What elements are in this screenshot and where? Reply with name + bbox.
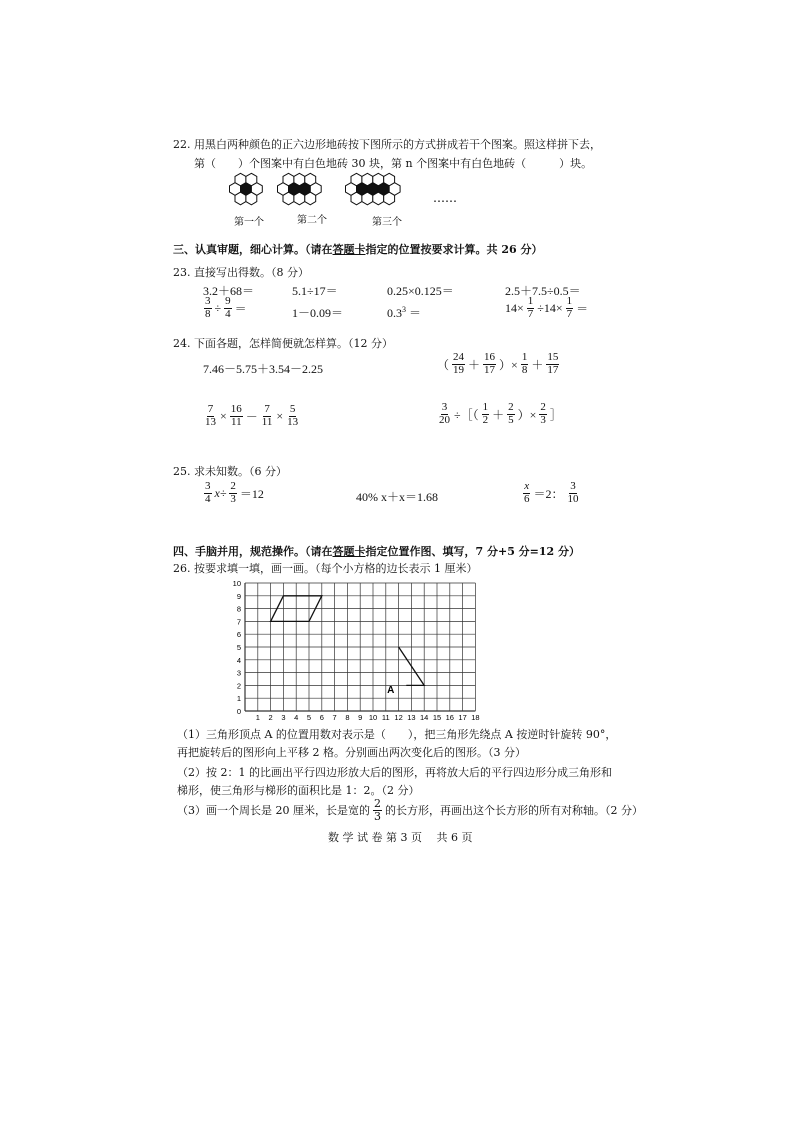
y-tick-label: 6: [236, 630, 241, 640]
q24-expr-1: 7.46－5.75＋3.54－2.25: [203, 362, 324, 376]
section3-title: 三、认真审题，细心计算。（请在答题卡指定的位置按要求计算。共 26 分）: [173, 243, 543, 256]
x-tick-label: 10: [368, 713, 378, 722]
q25-eq-1: $\frac{3}{4}$ x÷ $\frac{2}{3}$ ＝12: [205, 480, 264, 505]
y-axis-ticks: [233, 579, 241, 716]
white-hexagon-tile: [310, 183, 321, 196]
q26-part2-line2: 梯形，使三角形与梯形的面积比是 1：2。（2 分）: [177, 784, 420, 797]
q24-title: 24. 下面各题，怎样简便就怎样算。（12 分）: [173, 337, 393, 350]
point-a-label: A: [387, 685, 395, 697]
x-tick-label: 9: [358, 713, 363, 722]
hexagon-tiles: [230, 173, 401, 205]
q23-item-4: 2.5＋7.5÷0.5＝: [505, 284, 581, 298]
q25-eq-3: $\frac{x}{6}$ ＝2： $\frac{3}{10}$: [524, 480, 579, 505]
q23-item-7: $0.3^3$ ＝: [387, 305, 422, 320]
x-axis-ticks: [256, 713, 480, 722]
section4-title: 四、手脑并用，规范操作。（请在答题卡指定位置作图、填写，7 分+5 分=12 分）: [173, 545, 581, 558]
black-hexagon-tile: [299, 183, 310, 196]
q25-title: 25. 求未知数。（6 分）: [173, 465, 287, 478]
y-tick-label: 4: [236, 655, 241, 665]
x-tick-label: 8: [345, 713, 350, 722]
x-tick-label: 14: [420, 713, 429, 722]
white-hexagon-tile: [389, 183, 400, 196]
fig-label-2: 第二个: [297, 215, 327, 226]
fig-label-3: 第三个: [372, 217, 402, 228]
fig-label-1: 第一个: [234, 217, 264, 228]
q23-item-1: 3.2＋68＝: [203, 284, 255, 298]
x-tick-label: 15: [432, 713, 442, 722]
q26-part2-line1: （2）按 2：1 的比画出平行四边形放大后的图形，再将放大后的平行四边形分成三角形和: [177, 766, 612, 779]
q26-title: 26. 按要求填一填，画一画。（每个小方格的边长表示 1 厘米）: [173, 562, 478, 575]
black-hexagon-tile: [357, 183, 368, 196]
ellipsis: ……: [433, 191, 457, 205]
x-tick-label: 5: [306, 713, 312, 722]
x-tick-label: 11: [381, 713, 390, 722]
q23-title: 23. 直接写出得数。（8 分）: [173, 266, 309, 279]
q26-part1-line2: 再把旋转后的图形向上平移 2 格。分别画出两次变化后的图形。（3 分）: [177, 746, 526, 759]
black-hexagon-tile: [378, 183, 389, 196]
q23-item-6: 1－0.09＝: [292, 306, 344, 320]
x-tick-label: 12: [394, 713, 403, 722]
q26-part3: （3）画一个周长是 20 厘米，长是宽的 $\frac{2}{3}$ 的长方形，再画出这个长方形的所有对称轴。（2 分）: [177, 797, 643, 823]
y-tick-label: 0: [236, 707, 241, 716]
x-tick-label: 3: [281, 713, 286, 722]
hexagon-patterns-figure: [225, 172, 475, 232]
y-tick-label: 3: [236, 668, 241, 678]
y-tick-label: 9: [236, 591, 241, 601]
y-tick-label: 1: [236, 694, 241, 704]
y-tick-label: 7: [236, 617, 241, 627]
x-tick-label: 2: [268, 713, 273, 722]
q23-item-8: 14× $\frac{1}{7}$ ÷14× $\frac{1}{7}$ ＝: [505, 295, 589, 320]
black-hexagon-tile: [241, 183, 252, 196]
x-tick-label: 18: [471, 713, 480, 722]
y-tick-label: 10: [232, 579, 241, 588]
y-tick-label: 8: [236, 604, 241, 614]
x-tick-label: 16: [445, 713, 454, 722]
x-tick-label: 6: [319, 713, 324, 722]
x-tick-label: 4: [294, 713, 299, 722]
y-tick-label: 5: [236, 643, 241, 652]
black-hexagon-tile: [289, 183, 300, 196]
white-hexagon-tile: [251, 183, 262, 196]
y-tick-label: 2: [236, 681, 241, 691]
q24-expr-2: （ $\frac{24}{19}$ ＋ $\frac{16}{17}$ ）× $\frac{1}{8}$ ＋ $\frac{15}{17}$: [437, 351, 559, 376]
white-hexagon-tile: [278, 183, 289, 196]
q24-expr-4: $\frac{3}{20}$ ÷［（ $\frac{1}{2}$ ＋ $\frac{2}{5}$ ）× $\frac{2}{3}$ ］: [439, 401, 562, 426]
black-hexagon-tile: [367, 183, 378, 196]
x-tick-label: 13: [407, 713, 416, 722]
q26-part1-line1: （1）三角形顶点 A 的位置用数对表示是（ ），把三角形先绕点 A 按逆时针旋转 90°，: [177, 728, 617, 741]
q25-eq-2: 40% x＋x＝1.68: [356, 490, 438, 504]
q22-line2: 第（ ）个图案中有白色地砖 30 块，第 n 个图案中有白色地砖（ ）块。: [194, 157, 593, 170]
q24-expr-3: $\frac{7}{13}$ × $\frac{16}{11}$ － $\frac{7}{11}$ × $\frac{5}{13}$: [205, 403, 299, 428]
coordinate-grid: [225, 575, 485, 723]
page-footer: 数 学 试 卷 第 3 页 共 6 页: [328, 831, 473, 844]
q23-item-3: 0.25×0.125＝: [387, 284, 454, 298]
white-hexagon-tile: [346, 183, 357, 196]
q23-item-2: 5.1÷17＝: [292, 284, 338, 298]
x-tick-label: 1: [255, 713, 260, 722]
x-tick-label: 17: [458, 713, 467, 722]
q22-line1: 22. 用黑白两种颜色的正六边形地砖按下图所示的方式拼成若干个图案。照这样拼下去，: [173, 138, 601, 151]
q23-item-5: $\frac{3}{8}$ ÷ $\frac{9}{4}$ ＝: [205, 295, 247, 320]
white-hexagon-tile: [230, 183, 241, 196]
x-tick-label: 7: [332, 713, 337, 722]
